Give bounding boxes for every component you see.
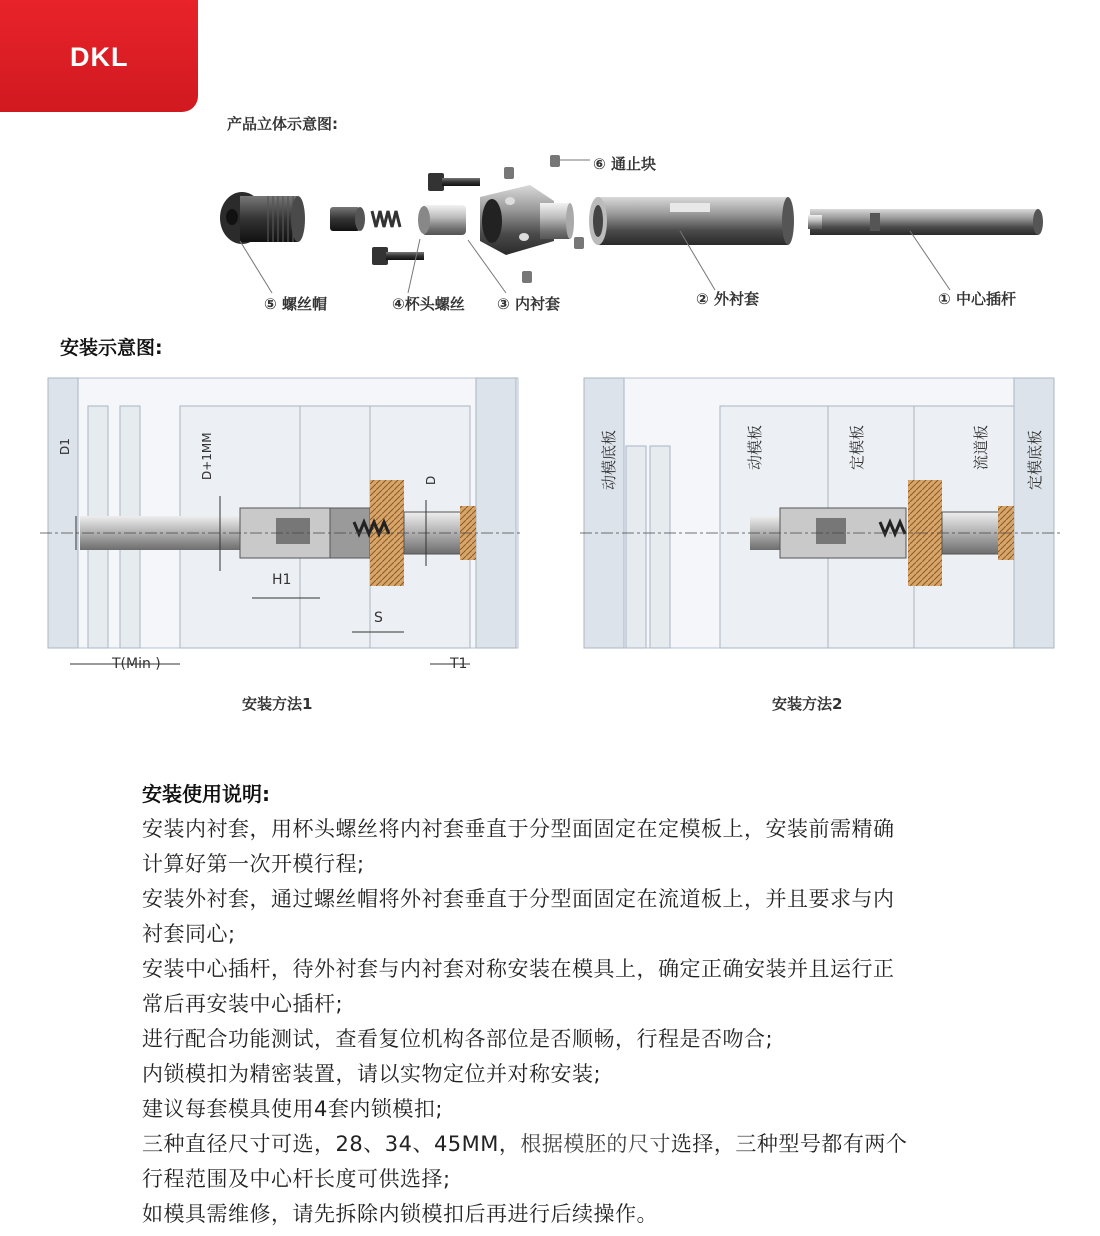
method-1-caption: 安装方法1 <box>242 695 313 713</box>
plate-label-movable-base: 动模底板 <box>600 429 618 490</box>
instruction-line: 安装内衬套，用杯头螺丝将内衬套垂直于分型面固定在定模板上，安装前需精确 <box>142 817 895 841</box>
install-method-1-figure <box>40 376 530 676</box>
plate-label-movable-plate: 动模板 <box>746 424 764 470</box>
stop-block <box>574 237 584 249</box>
collar-part <box>330 207 365 231</box>
screw-cap-part <box>220 192 305 244</box>
plate-label-fixed-base: 定模底板 <box>1026 429 1044 490</box>
product-view-title: 产品立体示意图: <box>227 115 338 133</box>
spring-part <box>372 211 400 227</box>
plate-label-runner-plate: 流道板 <box>972 424 990 470</box>
center-rod-part <box>808 209 1043 235</box>
callout-part-3: ③ 内衬套 <box>497 295 560 313</box>
install-view-title: 安装示意图: <box>60 337 163 359</box>
instruction-line: 行程范围及中心杆长度可供选择; <box>142 1167 451 1191</box>
callout-part-5: ⑤ 螺丝帽 <box>264 295 327 313</box>
dim-t-min-label: T(Min ) <box>112 656 161 672</box>
dim-d1-label: D1 <box>58 438 72 455</box>
callout-part-4: ④杯头螺丝 <box>392 295 465 313</box>
socket-screw-top <box>428 173 480 191</box>
instruction-line-diameters: 三种直径尺寸可选，28、34、45MM，根据模胚的尺寸选择，三种型号都有两个 <box>142 1132 908 1156</box>
instructions-title: 安装使用说明: <box>142 782 270 806</box>
instruction-line: 进行配合功能测试，查看复位机构各部位是否顺畅，行程是否吻合; <box>142 1027 774 1051</box>
dim-t1-label: T1 <box>450 656 468 672</box>
stop-block <box>550 155 560 167</box>
instruction-line: 内锁模扣为精密装置，请以实物定位并对称安装; <box>142 1062 602 1086</box>
instructions-section <box>142 778 1062 1232</box>
plate-label-fixed-plate: 定模板 <box>848 424 866 470</box>
stop-block <box>504 167 514 179</box>
dim-d-label: D <box>424 475 438 485</box>
callout-part-6: ⑥ 通止块 <box>593 155 656 173</box>
dim-d-plus-label: D+1MM <box>200 432 214 480</box>
outer-sleeve-part <box>589 197 794 245</box>
instruction-line: 如模具需维修，请先拆除内锁模扣后再进行后续操作。 <box>142 1202 658 1226</box>
stop-block <box>522 271 532 283</box>
instruction-line: 安装中心插杆，待外衬套与内衬套对称安装在模具上，确定正确安装并且运行正 <box>142 957 895 981</box>
brand-tab <box>0 0 198 112</box>
callout-part-1: ① 中心插杆 <box>938 290 1016 308</box>
method-2-caption: 安装方法2 <box>772 695 843 713</box>
instruction-line: 计算好第一次开模行程; <box>142 852 365 876</box>
install-method-2-figure <box>580 376 1060 676</box>
flange-part <box>480 185 574 255</box>
dim-h1-label: H1 <box>272 572 292 588</box>
callout-part-2: ② 外衬套 <box>696 290 759 308</box>
instruction-line: 安装外衬套，通过螺丝帽将外衬套垂直于分型面固定在流道板上，并且要求与内 <box>142 887 895 911</box>
dim-s-label: S <box>374 610 383 626</box>
instruction-line: 建议每套模具使用4套内锁模扣; <box>142 1097 443 1121</box>
brand-logo: DKL <box>70 42 129 72</box>
instruction-line: 常后再安装中心插杆; <box>142 992 344 1016</box>
instruction-line: 衬套同心; <box>142 922 236 946</box>
inner-sleeve-part <box>418 205 466 235</box>
